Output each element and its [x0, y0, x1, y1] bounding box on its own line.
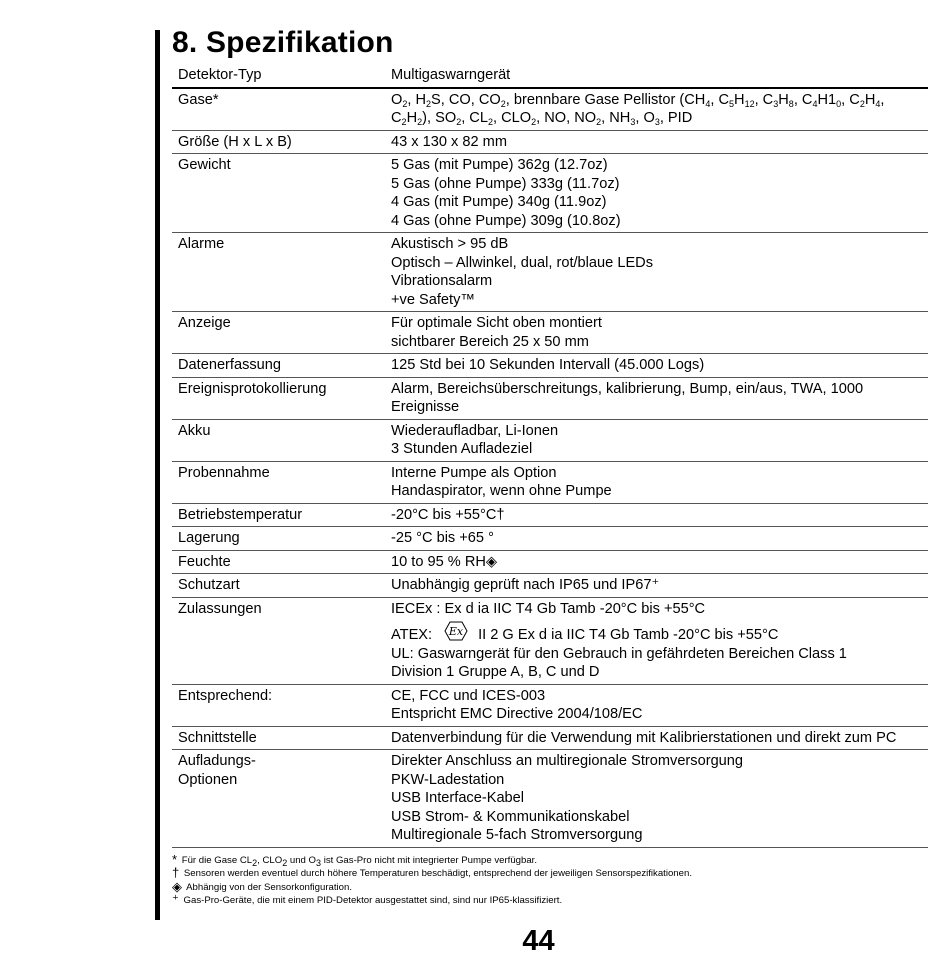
spec-row [172, 527, 928, 551]
spec-key: Detektor-Typ [178, 67, 262, 83]
page-number: 44 [522, 925, 555, 957]
spec-key: Ereignisprotokollierung [178, 380, 327, 397]
spec-key: Betriebstemperatur [178, 506, 303, 523]
spec-value-line: Vibrationsalarm [391, 273, 493, 289]
spec-row [172, 377, 928, 419]
page-margin-rule [155, 30, 160, 920]
spec-value [385, 130, 928, 154]
spec-value-line: -25 °C bis +65 ° [391, 530, 494, 546]
footnote-symbol: * [172, 851, 178, 867]
footnote: † Sensoren werden eventuel durch höhere Temperaturen beschädigt, entsprechend der jeweiligen Sensorspezifikationen. [172, 865, 692, 880]
spec-value [385, 550, 928, 574]
spec-value-line: 10 to 95 % RH◈ [391, 553, 498, 570]
spec-value [385, 233, 928, 312]
spec-row [172, 726, 928, 750]
spec-value-line: Datenverbindung für die Verwendung mit Kalibrierstationen und direkt zum PC [391, 729, 897, 746]
spec-key: Akku [178, 422, 211, 439]
spec-value-line: Akustisch > 95 dB [391, 236, 509, 252]
spec-value-line: 5 Gas (mit Pumpe) 362g (12.7oz) [391, 157, 608, 173]
spec-row [172, 597, 928, 684]
svg-text:Ex: Ex [448, 625, 464, 638]
spec-value-line: IECEx : Ex d ia IIC T4 Gb Tamb -20°C bis +55°C [391, 600, 706, 617]
spec-value [385, 312, 928, 354]
spec-value [385, 750, 928, 848]
spec-value-line: Für optimale Sicht oben montiert [391, 315, 602, 331]
spec-key: Schutzart [178, 577, 240, 593]
spec-value [385, 503, 928, 527]
spec-value-line: Entspricht EMC Directive 2004/108/EC [391, 706, 643, 722]
spec-key: Anzeige [178, 315, 231, 331]
spec-value-line: Optisch – Allwinkel, dual, rot/blaue LEDs [391, 254, 654, 271]
spec-value-line: USB Interface-Kabel [391, 790, 525, 806]
spec-row [172, 550, 928, 574]
spec-value-line: ATEX: Ex II 2 G Ex d ia IIC T4 Gb Tamb -20°C bis +55°C [391, 621, 928, 645]
spec-row [172, 354, 928, 378]
spec-value-line: UL: Gaswarngerät für den Gebrauch in gefährdeten Bereichen Class 1 [391, 645, 847, 662]
spec-key: Größe (H x L x B) [178, 133, 292, 150]
footnote-symbol: † [172, 865, 180, 880]
spec-value [385, 88, 928, 131]
footnote: * Für die Gase $CL_2$, $CLO_2$ und $O_3$ ist Gas-Pro nicht mit integrierter Pumpe verfügbar. [172, 851, 537, 868]
spec-row [172, 503, 928, 527]
spec-value-line: $O_2$, $H_2S$, CO, $CO_2$, brennbare Gase Pellistor ($CH_4$, $C_5H_{12}$, $C_3H_8$, $C_4H1_0$, $C_2H_4$, [391, 91, 885, 109]
spec-value-line: 4 Gas (ohne Pumpe) 309g (10.8oz) [391, 212, 621, 229]
footnote: ⁺ Gas-Pro-Geräte, die mit einem PID-Detektor ausgestattet sind, sind nur IP65-klassifiziert. [172, 892, 563, 907]
spec-key: Gewicht [178, 157, 231, 173]
spec-row [172, 88, 928, 131]
spec-value-line: USB Strom- & Kommunikationskabel [391, 808, 630, 825]
spec-key: Probennahme [178, 464, 270, 481]
spec-row [172, 574, 928, 598]
spec-value-line: Direkter Anschluss an multiregionale Stromversorgung [391, 753, 744, 769]
spec-value-line: CE, FCC und ICES-003 [391, 687, 546, 704]
footnote-symbol: ⁺ [172, 892, 179, 907]
spec-value [385, 574, 928, 598]
spec-value-line: PKW-Ladestation [391, 771, 505, 788]
spec-value [385, 527, 928, 551]
spec-row [172, 64, 928, 88]
spec-value-line: 43 x 130 x 82 mm [391, 133, 507, 150]
spec-value-line: Alarm, Bereichsüberschreitungs, kalibrierung, Bump, ein/aus, TWA, 1000 [391, 380, 864, 397]
spec-table [172, 64, 928, 848]
spec-value [385, 461, 928, 503]
spec-value [385, 597, 928, 684]
page-title: 8. Spezifikation [172, 26, 394, 59]
spec-value-line: $C_2H_2$), $SO_2$, $CL_2$, $CLO_2$, NO, $NO_2$, $NH_3$, $O_3$, PID [391, 110, 693, 127]
spec-value [385, 354, 928, 378]
spec-key: Schnittstelle [178, 729, 257, 746]
spec-value-line: 125 Std bei 10 Sekunden Intervall (45.000 Logs) [391, 357, 705, 373]
footnote: ◈ Abhängig von der Sensorkonfiguration. [172, 878, 353, 894]
spec-row [172, 154, 928, 233]
spec-value [385, 377, 928, 419]
spec-key: Feuchte [178, 553, 231, 570]
spec-row [172, 233, 928, 312]
spec-row [172, 461, 928, 503]
spec-key: Alarme [178, 236, 225, 252]
ex-hexagon-icon [444, 621, 468, 641]
spec-value-line: 5 Gas (ohne Pumpe) 333g (11.7oz) [391, 175, 620, 192]
spec-key: Zulassungen [178, 600, 262, 617]
spec-key: Datenerfassung [178, 357, 282, 373]
footnotes [172, 851, 928, 908]
spec-row [172, 130, 928, 154]
spec-value-line: -20°C bis +55°C† [391, 506, 505, 523]
spec-row [172, 684, 928, 726]
spec-value-line: 3 Stunden Aufladeziel [391, 441, 533, 457]
spec-value [385, 154, 928, 233]
spec-row [172, 750, 928, 848]
spec-value-line: +ve Safety™ [391, 291, 475, 308]
spec-key: Entsprechend: [178, 687, 273, 704]
spec-key: Lagerung [178, 530, 240, 546]
spec-value-line: Multigaswarngerät [391, 67, 511, 83]
spec-value [385, 419, 928, 461]
spec-value-line: Ereignisse [391, 399, 460, 415]
spec-value-line: Unabhängig geprüft nach IP65 und IP67⁺ [391, 577, 660, 593]
spec-value-line: Multiregionale 5-fach Stromversorgung [391, 827, 643, 843]
spec-row [172, 312, 928, 354]
spec-value-line: Interne Pumpe als Option [391, 464, 557, 481]
spec-value [385, 726, 928, 750]
spec-value-line: sichtbarer Bereich 25 x 50 mm [391, 333, 589, 350]
spec-section [172, 24, 928, 908]
spec-value-line: Wiederaufladbar, Li-Ionen [391, 422, 559, 439]
spec-value [385, 684, 928, 726]
spec-key: Gase* [178, 91, 219, 108]
spec-value-line: 4 Gas (mit Pumpe) 340g (11.9oz) [391, 194, 607, 210]
spec-value [385, 64, 928, 88]
spec-value-line: Handaspirator, wenn ohne Pumpe [391, 483, 612, 499]
spec-value-line: Division 1 Gruppe A, B, C und D [391, 664, 600, 680]
spec-row [172, 419, 928, 461]
footnote-symbol: ◈ [172, 878, 182, 894]
spec-key: Aufladungs- Optionen [178, 753, 256, 788]
